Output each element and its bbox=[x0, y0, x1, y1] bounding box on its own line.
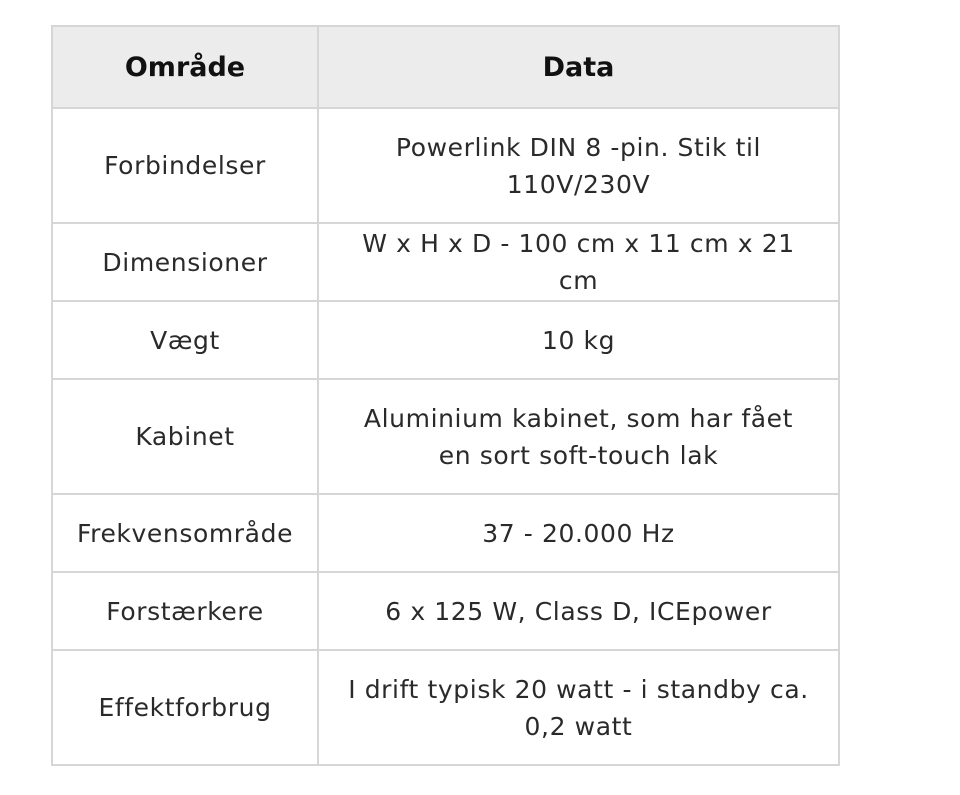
table-row bbox=[52, 572, 839, 650]
row-label: Forstærkere bbox=[52, 572, 318, 650]
row-value: Aluminium kabinet, som har fået en sort soft-touch lak bbox=[318, 379, 839, 494]
header-area: Område bbox=[52, 26, 318, 108]
table-row bbox=[52, 379, 839, 494]
row-label: Effektforbrug bbox=[52, 650, 318, 765]
row-value: Powerlink DIN 8 -pin. Stik til 110V/230V bbox=[318, 108, 839, 223]
table-row bbox=[52, 108, 839, 223]
table-row bbox=[52, 494, 839, 572]
table-row bbox=[52, 301, 839, 379]
row-value: W x H x D - 100 cm x 11 cm x 21 cm bbox=[318, 223, 839, 301]
row-value: 10 kg bbox=[318, 301, 839, 379]
table-body bbox=[52, 108, 839, 765]
row-label: Kabinet bbox=[52, 379, 318, 494]
row-value: 6 x 125 W, Class D, ICEpower bbox=[318, 572, 839, 650]
spec-table bbox=[51, 25, 840, 766]
header-row bbox=[52, 26, 839, 108]
table-header bbox=[52, 26, 839, 108]
row-label: Dimensioner bbox=[52, 223, 318, 301]
header-data: Data bbox=[318, 26, 839, 108]
row-label: Vægt bbox=[52, 301, 318, 379]
row-value: I drift typisk 20 watt - i standby ca. 0,2 watt bbox=[318, 650, 839, 765]
row-value: 37 - 20.000 Hz bbox=[318, 494, 839, 572]
row-label: Forbindelser bbox=[52, 108, 318, 223]
row-label: Frekvensområde bbox=[52, 494, 318, 572]
table-row bbox=[52, 223, 839, 301]
table-row bbox=[52, 650, 839, 765]
